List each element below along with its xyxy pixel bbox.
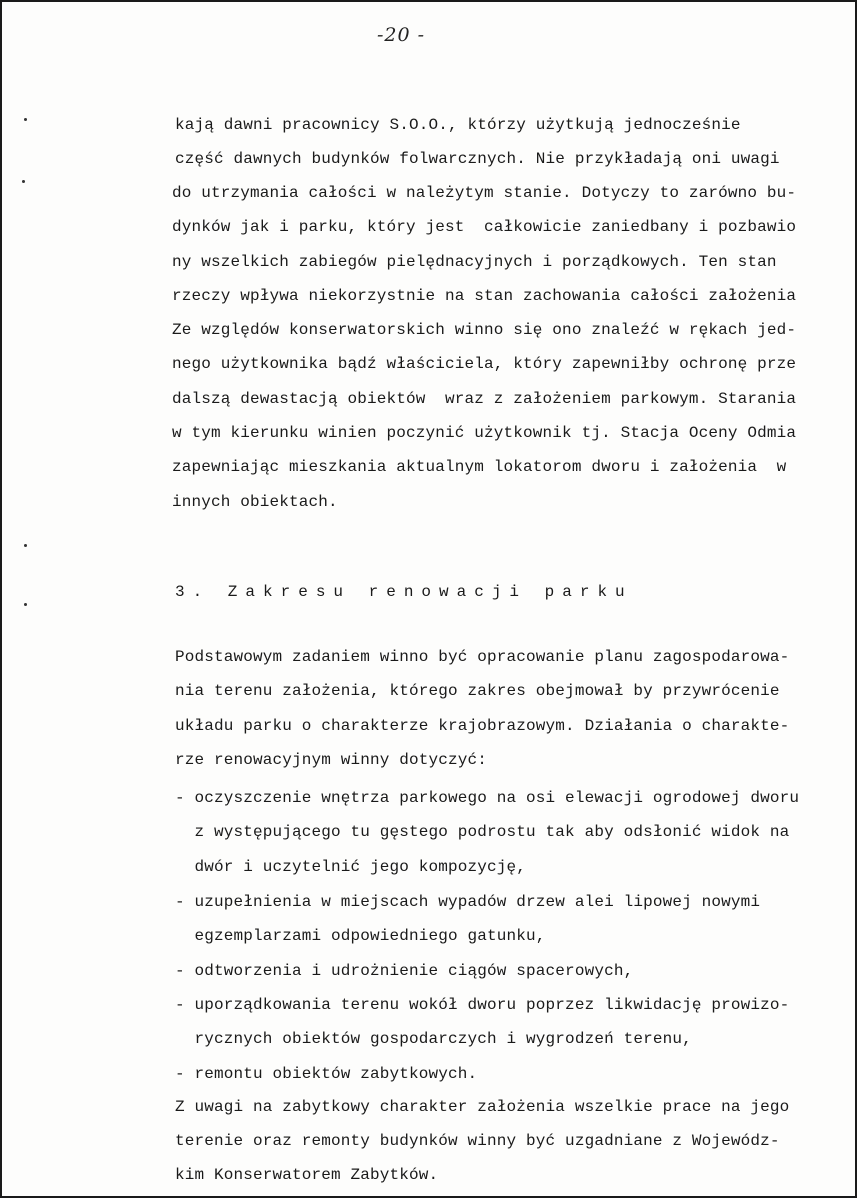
text-line: innych obiektach. bbox=[172, 493, 338, 511]
text-line: nego użytkownika bądź właściciela, który zapewniłby ochronę prze bbox=[172, 355, 797, 373]
list-item: - remontu obiektów zabytkowych. bbox=[175, 1065, 478, 1083]
list-item: - odtworzenia i udrożnienie ciągów spacerowych, bbox=[175, 962, 634, 980]
text-line: dynków jak i parku, który jest całkowicie zaniedbany i pozbawio bbox=[172, 218, 797, 236]
list-item: - oczyszczenie wnętrza parkowego na osi elewacji ogrodowej dworu bbox=[175, 789, 800, 807]
text-line: w tym kierunku winien poczynić użytkownik tj. Stacja Oceny Odmia bbox=[172, 424, 797, 442]
text-line: ny wszelkich zabiegów pielędnacyjnych i porządkowych. Ten stan bbox=[172, 253, 777, 271]
margin-mark bbox=[24, 118, 27, 121]
text-line: nia terenu założenia, którego zakres obejmował by przywrócenie bbox=[175, 682, 780, 700]
text-line: dalszą dewastacją obiektów wraz z założeniem parkowym. Starania bbox=[172, 390, 797, 408]
page-number: -20 - bbox=[377, 24, 426, 46]
text-line: rzeczy wpływa niekorzystnie na stan zachowania całości założenia bbox=[172, 287, 797, 305]
list-item: - uporządkowania terenu wokół dworu poprzez likwidację prowizo- bbox=[175, 996, 790, 1014]
text-line: do utrzymania całości w należytym stanie. Dotyczy to zarówno bu- bbox=[172, 184, 797, 202]
text-line: Ze względów konserwatorskich winno się ono znaleźć w rękach jed- bbox=[172, 321, 797, 339]
list-item: - uzupełnienia w miejscach wypadów drzew alei lipowej nowymi bbox=[175, 893, 761, 911]
margin-mark bbox=[24, 603, 27, 606]
text-line: terenie oraz remonty budynków winny być uzgadniane z Wojewódz- bbox=[175, 1132, 780, 1150]
margin-mark bbox=[24, 544, 27, 547]
list-item-continuation: z występującego tu gęstego podrostu tak aby odsłonić widok na bbox=[175, 823, 790, 841]
text-line: zapewniając mieszkania aktualnym lokatorom dworu i założenia w bbox=[172, 458, 787, 476]
list-item-continuation: rycznych obiektów gospodarczych i wygrodzeń terenu, bbox=[175, 1030, 692, 1048]
text-line: układu parku o charakterze krajobrazowym. Działania o charakte- bbox=[175, 717, 790, 735]
text-line: rze renowacyjnym winny dotyczyć: bbox=[175, 751, 488, 769]
text-line: kim Konserwatorem Zabytków. bbox=[175, 1166, 439, 1184]
text-line: kają dawni pracownicy S.O.O., którzy użytkują jednocześnie bbox=[175, 116, 741, 134]
text-line: Podstawowym zadaniem winno być opracowanie planu zagospodarowa- bbox=[175, 648, 790, 666]
text-line: Z uwagi na zabytkowy charakter założenia wszelkie prace na jego bbox=[175, 1098, 790, 1116]
margin-mark bbox=[22, 180, 25, 183]
list-item-continuation: dwór i uczytelnić jego kompozycję, bbox=[175, 858, 527, 876]
list-item-continuation: egzemplarzami odpowiedniego gatunku, bbox=[175, 927, 546, 945]
text-line: część dawnych budynków folwarcznych. Nie przykładają oni uwagi bbox=[175, 150, 780, 168]
section-heading: 3. Zakresu renowacji parku bbox=[175, 583, 633, 601]
